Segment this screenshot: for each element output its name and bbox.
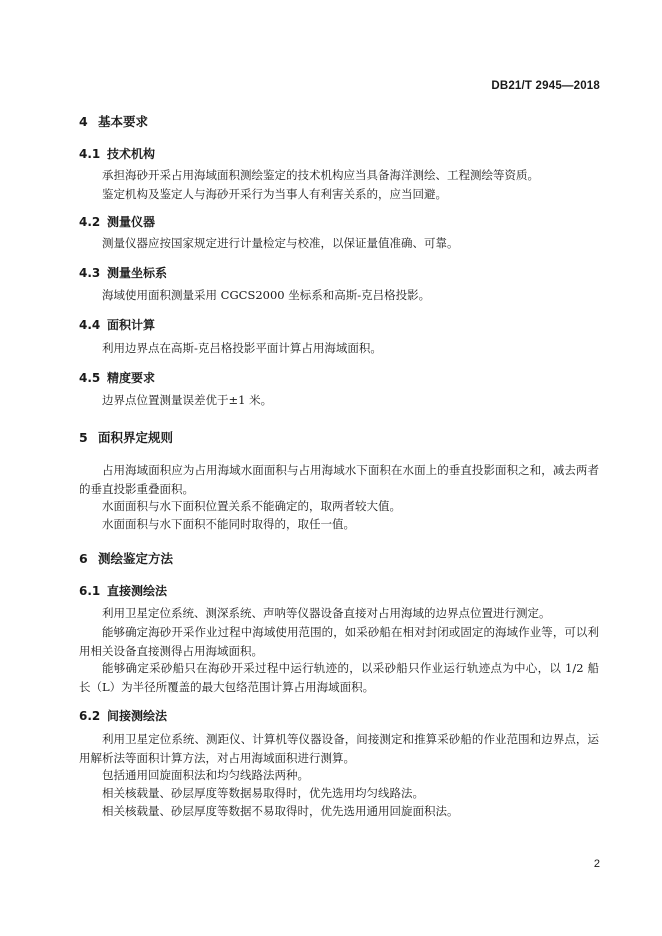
section-number: 6.1 [79,584,101,598]
section-title: 测量仪器 [107,215,156,229]
paragraph: 利用卫星定位系统、测距仪、计算机等仪器设备，间接测定和推算采砂船的作业范围和边界点，运用解析法等面积计算方法，对占用海域面积进行测算。 [79,732,599,765]
section-number: 5 [79,430,88,445]
section-4-1-heading [79,145,155,162]
section-title: 间接测绘法 [107,709,168,723]
section-number: 6.2 [79,709,101,723]
section-title: 直接测绘法 [107,584,168,598]
paragraph: 水面面积与水下面积不能同时取得的，取任一值。 [102,517,355,531]
section-number: 4.2 [79,215,101,229]
section-title: 基本要求 [98,114,149,129]
section-4-5-heading [79,369,155,386]
paragraph: 能够确定海砂开采作业过程中海域使用范围的，如采砂船在相对封闭或固定的海域作业等，可以利用相关设备直接测得占用海域面积。 [79,625,599,658]
paragraph: 承担海砂开采占用海域面积测绘鉴定的技术机构应当具备海洋测绘、工程测绘等资质。 [102,168,539,182]
section-6-1-heading [79,582,167,599]
section-title: 面积计算 [107,318,156,332]
section-number: 4 [79,114,88,129]
section-6-2-heading [79,707,167,724]
paragraph: 边界点位置测量误差优于±1 米。 [102,393,273,407]
section-title: 测量坐标系 [107,266,168,280]
section-4-4-heading [79,316,155,333]
section-number: 4.3 [79,266,101,280]
paragraph: 包括通用回旋面积法和均匀线路法两种。 [102,768,309,782]
paragraph: 占用海域面积应为占用海域水面面积与占用海域水下面积在水面上的垂直投影面积之和，减去两者的垂直投影重叠面积。 [79,463,599,496]
paragraph: 海域使用面积测量采用 CGCS2000 坐标系和高斯-克吕格投影。 [102,288,431,302]
section-4-2-heading [79,213,155,230]
document-code: DB21/T 2945—2018 [491,80,600,92]
paragraph: 鉴定机构及鉴定人与海砂开采行为当事人有利害关系的，应当回避。 [102,187,447,201]
page-number: 2 [593,858,600,870]
paragraph: 水面面积与水下面积位置关系不能确定的，取两者较大值。 [102,499,401,513]
section-4-3-heading [79,264,167,281]
section-title: 技术机构 [107,147,156,161]
paragraph: 利用卫星定位系统、测深系统、声呐等仪器设备直接对占用海域的边界点位置进行测定。 [102,606,551,620]
paragraph: 能够确定采砂船只在海砂开采过程中运行轨迹的，以采砂船只作业运行轨迹点为中心，以 1/2 船长（L）为半径所覆盖的最大包络范围计算占用海域面积。 [79,661,599,694]
section-title: 面积界定规则 [98,430,174,445]
paragraph: 相关核载量、砂层厚度等数据不易取得时，优先选用通用回旋面积法。 [102,804,459,818]
section-title: 精度要求 [107,371,156,385]
section-5-heading [79,428,173,446]
section-number: 4.4 [79,318,101,332]
section-number: 4.1 [79,147,101,161]
section-4-heading [79,112,148,130]
section-number: 4.5 [79,371,101,385]
paragraph: 利用边界点在高斯-克吕格投影平面计算占用海域面积。 [102,341,382,355]
section-number: 6 [79,551,88,566]
section-title: 测绘鉴定方法 [98,551,174,566]
section-6-heading [79,549,173,567]
paragraph: 测量仪器应按国家规定进行计量检定与校准，以保证量值准确、可靠。 [102,236,459,250]
paragraph: 相关核载量、砂层厚度等数据易取得时，优先选用均匀线路法。 [102,786,424,800]
